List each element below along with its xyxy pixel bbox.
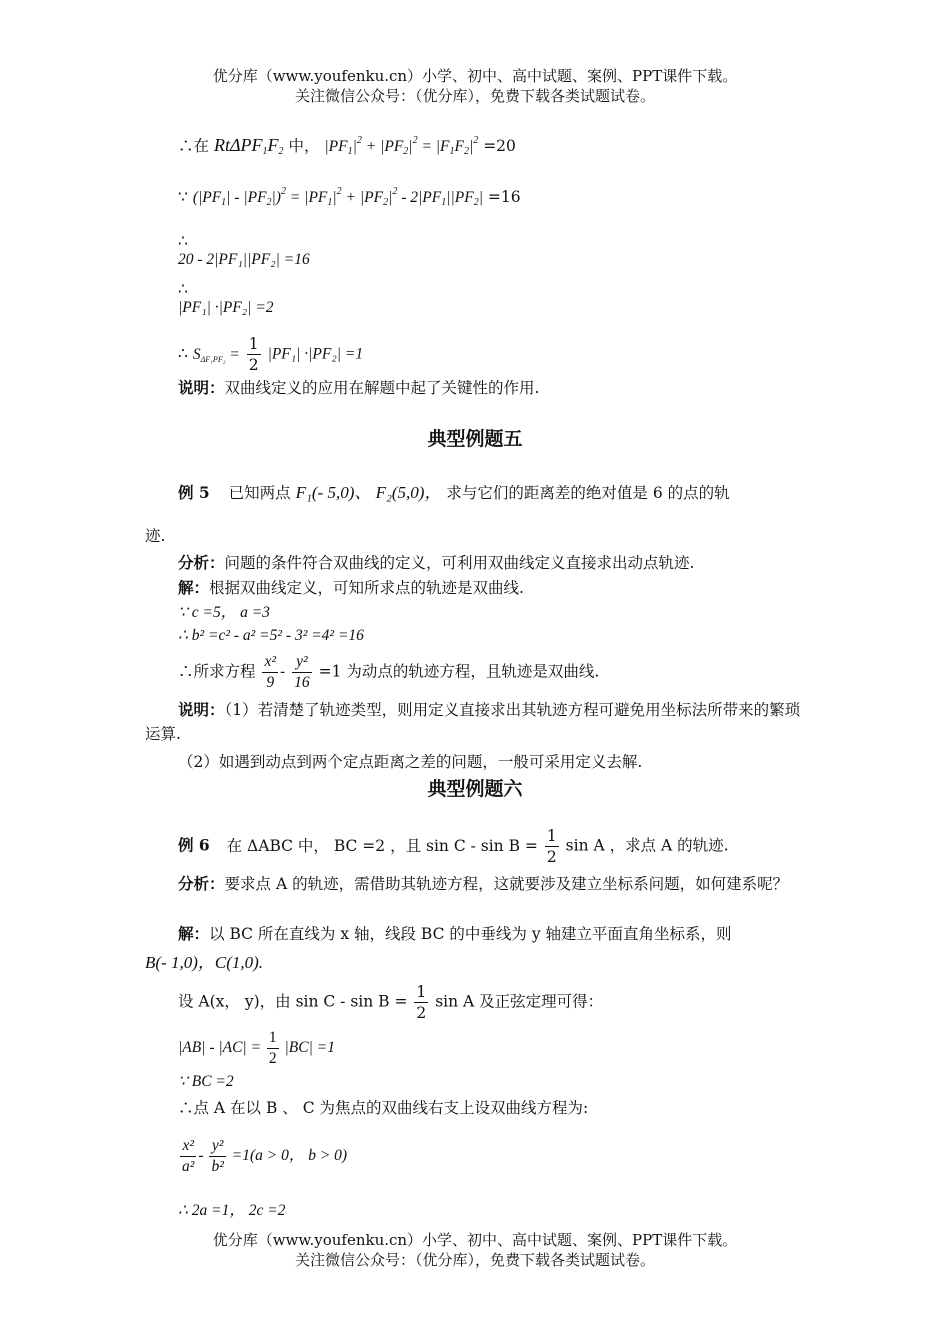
solution-label: 解： — [178, 924, 210, 943]
ex6-solution — [178, 922, 732, 944]
eq-20: 20 - 2|PF₁||PF₂| =16 — [178, 251, 310, 268]
derivation-line-5 — [178, 334, 363, 375]
eq-product: |PF₁| ·|PF₂| =2 — [178, 299, 274, 316]
y2-over-16: $\frac{\text{y²}}{16}$ — [294, 653, 310, 691]
ex5-note-2: （2）如遇到动点到两个定点距离之差的问题，一般可采用定义去解. — [178, 753, 643, 771]
solution-label: 解： — [178, 578, 210, 597]
ex5-points: F₁(- 5,0)、 F₂(5,0)， — [295, 483, 442, 502]
ex6-question — [178, 826, 729, 867]
page-header-line2: 关注微信公众号：（优分库），免费下载各类试题试卷。 — [294, 87, 655, 105]
ex5-q-c: 迹. — [145, 527, 166, 545]
eq2-tail: =1(a > 0， b > 0) — [231, 1147, 348, 1165]
note-label: 说明： — [178, 378, 225, 397]
ex5-label: 例 5 — [178, 483, 210, 502]
pythag-value: =20 — [483, 137, 516, 155]
setup-b: sin A 及正弦定理可得： — [435, 992, 604, 1011]
derivation-line-2 — [178, 186, 521, 208]
therefore: ∴ — [178, 280, 188, 298]
ex6-analysis — [145, 872, 810, 896]
half-fraction: $\frac{1}{2}$ — [416, 983, 427, 1022]
derivation-line-1 — [178, 134, 516, 157]
ex6-eq2: $\frac{\text{x²}}{\text{a²}}$ - $\frac{\text{y²}}{\text{b²}}$ =1(a > 0， b > 0) — [182, 1137, 348, 1175]
ex6-label: 例 6 — [178, 835, 210, 855]
ex6-bc: ∵ BC =2 — [178, 1073, 234, 1090]
ex6-setup — [178, 982, 603, 1023]
half-fraction: $\frac{1}{2}$ — [268, 1029, 277, 1067]
area-symbol: $S_{\Delta F_1PF_2}$ = — [192, 345, 240, 364]
ex5-step-3: ∴所求方程 $\frac{\text{x²}}{9}$ - $\frac{\text{y²}}{16}$ =1 为动点的轨迹方程，且轨迹是双曲线. — [178, 653, 600, 691]
ex6-eq1 — [178, 1028, 335, 1069]
analysis-label: 分析： — [178, 874, 225, 893]
setup-a: 设 A(x， y)，由 sin C - sin B = — [178, 992, 408, 1011]
ex5-q-a: 已知两点 — [228, 484, 291, 502]
x2-over-a2: $\frac{\text{x²}}{\text{a²}}$ — [182, 1137, 195, 1175]
half-fraction: $\frac{1}{2}$ — [248, 335, 259, 374]
ex6-q-tail: sin A ，求点 A 的轨迹. — [565, 836, 729, 855]
because: ∵ — [178, 188, 188, 206]
ex5-step-2: ∴ b² =c² - a² =5² - 3² =4² =16 — [178, 627, 364, 644]
derivation-line-3 — [178, 232, 310, 269]
therefore-in: ∴在 — [178, 137, 210, 155]
pythag-lhs: $|PF_1|^2 + |PF_2|^2 = |F_1F_2|^2$ — [324, 135, 479, 157]
ex6-focus: ∴点 A 在以 B 、 C 为焦点的双曲线右支上设双曲线方程为: — [178, 1099, 589, 1117]
zhong: 中， — [288, 137, 320, 155]
ex6-points: B(- 1,0)，C(1,0). — [145, 953, 264, 972]
triangle-label: $Rt\Delta PF_1F_2$ — [213, 135, 284, 157]
diff-value: =16 — [487, 188, 521, 206]
ex6-last: ∴ 2a =1， 2c =2 — [178, 1202, 286, 1219]
ex5-question — [178, 478, 730, 503]
eq1-a: |AB| - |AC| = — [178, 1039, 262, 1057]
therefore: ∴ — [178, 232, 188, 250]
derivation-line-4 — [178, 280, 274, 317]
note-text: 双曲线定义的应用在解题中起了关键性的作用. — [224, 379, 540, 397]
half-fraction: $\frac{1}{2}$ — [546, 827, 557, 866]
therefore: ∴ — [178, 344, 188, 363]
area-value: |PF₁| ·|PF₂| =1 — [267, 345, 364, 363]
equation-suffix: =1 为动点的轨迹方程，且轨迹是双曲线. — [318, 662, 600, 681]
ex5-step-1: ∵ c =5， a =3 — [178, 604, 270, 621]
x2-over-9: $\frac{\text{x²}}{9}$ — [264, 653, 276, 691]
page-footer-line1: 优分库（www.youfenku.cn）小学、初中、高中试题、案例、PPT课件下载。 — [212, 1231, 738, 1249]
diff-square: $(|PF_1| - |PF_2|)^2 = |PF_1|^2 + |PF_2|^2 - 2|PF_1||PF_2|$ — [192, 186, 483, 208]
y2-over-b2: $\frac{\text{y²}}{\text{b²}}$ — [211, 1137, 224, 1175]
page-header-line1: 优分库（www.youfenku.cn）小学、初中、高中试题、案例、PPT课件下载。 — [212, 67, 738, 85]
page-footer-line2: 关注微信公众号：（优分库），免费下载各类试题试卷。 — [294, 1251, 655, 1269]
note-1-text: （1）若清楚了轨迹类型，则用定义直接求出其轨迹方程可避免用坐标法所带来的繁琐运算. — [145, 701, 801, 743]
eq1-b: |BC| =1 — [284, 1039, 335, 1057]
note-label: 说明： — [178, 700, 225, 719]
solution-text: 根据双曲线定义，可知所求点的轨迹是双曲线. — [209, 579, 524, 597]
analysis-text: 要求点 A 的轨迹，需借助其轨迹方程，这就要涉及建立坐标系问题，如何建系呢？ — [224, 875, 789, 893]
ex5-note-1 — [145, 698, 810, 746]
equation-prefix: ∴所求方程 — [178, 662, 256, 681]
ex6-q: 在 ΔABC 中， BC =2 ，且 sin C - sin B = — [226, 836, 538, 855]
ex5-q-b: 求与它们的距离差的绝对值是 6 的点的轨 — [446, 484, 730, 502]
ex5-analysis — [178, 551, 694, 573]
solution-text: 以 BC 所在直线为 x 轴，线段 BC 的中垂线为 y 轴建立平面直角坐标系，则 — [209, 925, 732, 943]
ex5-solution — [178, 576, 524, 598]
heading-example-6: 典型例题六 — [427, 778, 523, 800]
analysis-text: 问题的条件符合双曲线的定义，可利用双曲线定义直接求出动点轨迹. — [224, 554, 695, 572]
note-line — [178, 376, 539, 398]
analysis-label: 分析： — [178, 553, 225, 572]
heading-example-5: 典型例题五 — [427, 428, 523, 450]
